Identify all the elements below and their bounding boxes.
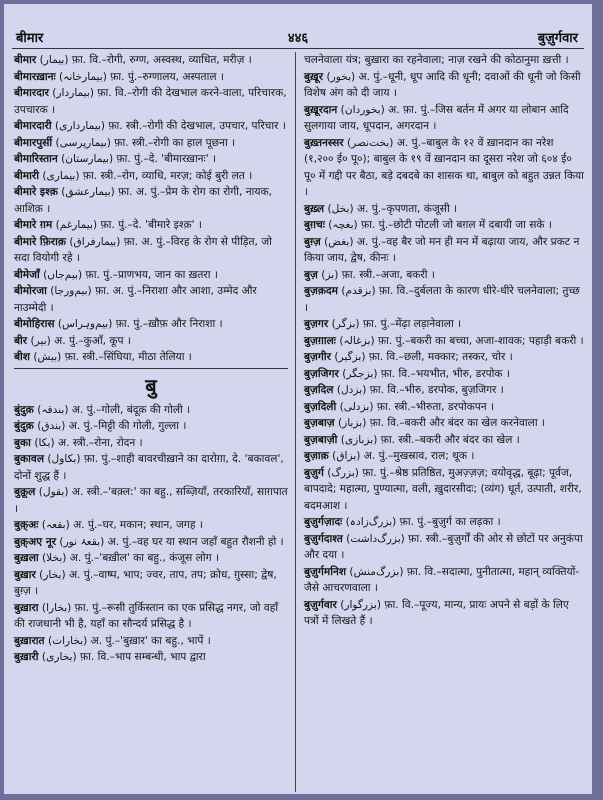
dictionary-entry	[14, 451, 288, 484]
entry-headword: बुज़ग़ालः	[304, 334, 336, 347]
page-number: ४४६	[287, 31, 309, 46]
entry-definition: फ़ा. स्त्री.–रोगी का हाल पूछना ।	[114, 136, 236, 149]
entry-headword: बीमारी	[14, 169, 39, 182]
dictionary-entry	[14, 550, 288, 567]
dictionary-entry	[14, 333, 288, 350]
entry-headword: बुज़बाज़ी	[304, 433, 338, 446]
entry-headword: बुज़गर	[304, 318, 329, 330]
dictionary-entry	[14, 168, 288, 185]
entry-headword: बीमेजाँ	[14, 268, 40, 281]
entry-headword: बुंदुक़	[14, 403, 34, 416]
entry-urdu-spelling: (بیماردار)	[52, 87, 94, 99]
entry-headword: बुक़्अः	[14, 519, 39, 531]
entry-headword: बुग़चः	[304, 219, 325, 231]
dictionary-entry	[14, 534, 288, 551]
entry-definition: फ़ा. स्त्री.–अजा, बकरी ।	[341, 268, 435, 281]
entry-headword: बीश	[14, 351, 30, 363]
entry-definition: अ. पुं.–घर, मकान; स्थान, जगह ।	[73, 519, 203, 531]
entry-urdu-spelling: (بقول)	[38, 486, 69, 498]
section-letter-heading: बु	[145, 373, 157, 398]
entry-headword: बुज़ुर्गमनिश	[304, 565, 347, 578]
dictionary-entry	[14, 402, 288, 419]
entry-urdu-spelling: (بزرگ)	[327, 466, 359, 479]
entry-headword: बीमारपुर्सी	[14, 136, 53, 149]
entry-headword: बुज़ुर्गदाश्त	[304, 532, 343, 545]
entry-definition: अ. पुं.–कुआँ, कूप ।	[54, 334, 131, 347]
entry-urdu-spelling: (بزرگ‌منش)	[349, 565, 404, 578]
entry-definition: फ़ा. स्त्री.–रोग, व्याधि, मरज़; कोई बुरी लत ।	[82, 169, 253, 182]
dictionary-entry	[304, 135, 584, 201]
dictionary-entry	[304, 267, 584, 284]
dictionary-entry	[304, 217, 584, 234]
entry-urdu-spelling: (بیش)	[33, 351, 62, 363]
entry-definition: अ. पुं.–गोली, बंदूक़ की गोली ।	[71, 403, 191, 416]
section-rule	[14, 368, 288, 369]
dictionary-entry	[304, 201, 584, 218]
entry-urdu-spelling: (بخوردان)	[340, 103, 385, 116]
entry-definition: फ़ा. स्त्री.–बुज़ुर्गों की ओर से छोटों पर अनुकंपा और दया ।	[304, 532, 583, 561]
entry-headword: बीमारे ग़म	[14, 219, 53, 231]
entry-urdu-spelling: (بخارات)	[47, 634, 88, 647]
entry-urdu-spelling: (بیمارپرسی)	[55, 136, 111, 149]
column-divider	[295, 52, 296, 792]
entry-urdu-spelling: (بزرگ‌داشت)	[346, 532, 405, 545]
entry-headword: बुख़ार	[14, 568, 36, 581]
left-column	[14, 52, 288, 666]
dictionary-entry	[14, 649, 288, 666]
entry-headword: बुख़्तनस्सर	[304, 136, 344, 149]
entry-definition: फ़ा. पुं.–बकरी का बच्चा, अजा-शावक; पहाड़ी बकरी ।	[377, 334, 584, 347]
entry-urdu-spelling: (بزباز)	[337, 417, 367, 429]
entry-urdu-spelling: (بیماری)	[42, 169, 80, 182]
dictionary-entry	[304, 415, 584, 432]
entry-urdu-spelling: (بیمارداری)	[55, 120, 105, 132]
dictionary-entry	[14, 234, 288, 267]
entry-definition: फ़ा. अ. पुं.–प्रेम के रोग का रोगी, नायक, आशिक़ ।	[14, 186, 273, 215]
entry-urdu-spelling: (بزجگر)	[342, 367, 378, 380]
entry-urdu-spelling: (بزرگ‌زادہ)	[345, 516, 397, 528]
entry-definition: फ़ा. स्त्री.–सिंघिया, मीठा तेलिया ।	[64, 351, 192, 363]
entry-definition: फ़ा. पुं.–दे. 'बीमारे इश्क़' ।	[100, 219, 202, 231]
entry-definition: फ़ा. वि.–रोगी, रुग्ण, अस्वस्थ, व्याधित, मरीज़ ।	[71, 54, 252, 66]
entry-definition: फ़ा. स्त्री.–भीरुता, डरपोकपन ।	[376, 400, 495, 413]
entry-headword: बुज़बाज़	[304, 417, 335, 429]
entry-urdu-spelling: (بیمارفراق)	[69, 235, 121, 248]
entry-definition: फ़ा. पुं.–प्राणभय, जान का ख़तरा ।	[85, 268, 218, 281]
entry-definition: अ. पुं.–वाष्प, भाप; ज्वर, ताप, तप; क्रोध, ग़ुस्सा; द्वेष, बुग़्ज़ ।	[14, 568, 277, 597]
dictionary-entry	[304, 399, 584, 416]
entry-definition: फ़ा. स्त्री.–रोगी की देखभाल, उपचार, परिचार ।	[108, 120, 286, 132]
entry-definition: फ़ा. वि.–बकरी और बंदर का खेल करनेवाला ।	[369, 417, 545, 429]
dictionary-entry	[14, 600, 288, 633]
entry-definition: अ. पुं.–'बख़ील' का बहु., कंजूस लोग ।	[69, 552, 219, 564]
entry-headword: बुज़दिली	[304, 400, 337, 413]
entry-urdu-spelling: (بقعہ)	[41, 519, 70, 531]
entry-headword: बुका	[14, 436, 31, 449]
dictionary-entry	[304, 564, 584, 597]
entry-definition: फ़ा. वि.–भयभीत, भीरु, डरपोक ।	[380, 367, 510, 380]
dictionary-entry	[14, 316, 288, 333]
entry-headword: बुख़ला	[14, 552, 39, 564]
entry-definition: फ़ा. वि.–भीरु, डरपोक, बुज़जिगर ।	[369, 384, 504, 396]
dictionary-entry	[304, 234, 584, 267]
dictionary-entry	[304, 382, 584, 399]
entry-headword: बुख़ारा	[14, 601, 39, 614]
entry-headword: बुंदुक़	[14, 420, 34, 432]
entry-headword: बीमोरजा	[14, 285, 47, 297]
entry-definition: अ. स्त्री.–'बक़्ल:' का बहु., सब्ज़ियाँ, तरकारियाँ, साग़पात ।	[14, 486, 288, 515]
entry-headword: बुकावल	[14, 453, 45, 465]
right-column	[304, 52, 584, 630]
entry-definition: अ. पुं.–मुखस्राव, राल; थूक ।	[363, 450, 475, 462]
entry-definition: फ़ा. वि.–दुर्बलता के कारण धीरे-धीरे चलनेवाला; तुच्छ ।	[304, 285, 580, 314]
entry-definition: फ़ा. अ. पुं.–निराशा और आशा, उम्मेद और नाउम्मेदी ।	[14, 285, 257, 314]
dictionary-entry	[304, 52, 584, 69]
entry-urdu-spelling: (بیمارعشق)	[61, 186, 115, 198]
dictionary-entry	[304, 102, 584, 135]
entry-definition: चलनेवाला यंत्र; बुख़ारा का रहनेवाला; नाज़ रखने की कोठानुमा ख़त्ती ।	[304, 54, 569, 66]
entry-urdu-spelling: (بکاول)	[47, 453, 81, 465]
entry-urdu-spelling: (بزدل)	[336, 384, 367, 396]
dictionary-entry	[14, 283, 288, 316]
entry-urdu-spelling: (بزغالہ)	[339, 334, 375, 347]
entry-definition: अ. पुं.–बाबुल के १२ वें ख़ानदान का नरेश (१,२०० ई० पू०); बाबुल के १९ वें ख़ानदान का दूसरा नरेश जो ६०४ ई० पू० में गद्दी पर बैठा, बड़े दबदबे का शासक था, बाबुल को बहुत उन्नत किया ।	[304, 136, 584, 198]
entry-urdu-spelling: (بیم‌جاں)	[43, 268, 83, 281]
dictionary-entry	[304, 448, 584, 465]
dictionary-entry	[14, 85, 288, 118]
entry-urdu-spelling: (بخور)	[326, 70, 356, 83]
entry-definition: फ़ा. पुं.–बुज़ुर्ग का लड़का ।	[399, 516, 501, 528]
dictionary-entry	[14, 349, 288, 366]
entry-urdu-spelling: (بغچہ)	[328, 219, 358, 231]
entry-definition: अ. पुं.–वह घर या स्थान जहाँ बहुत रौशनी हो ।	[107, 535, 284, 548]
entry-definition: फ़ा. अ. पुं.–विरह के रोग से पीड़ित, जो सदा वियोगी रहे ।	[14, 235, 272, 264]
entry-definition: फ़ा. पुं.–शाही बावरचीख़ाने का दारोग़ा, दे. 'बकावल', दोनों शुद्ध हैं ।	[14, 453, 284, 482]
entry-urdu-spelling: (بخاری)	[41, 651, 77, 663]
entry-urdu-spelling: (بکا)	[34, 436, 55, 449]
dictionary-entry	[14, 151, 288, 168]
dictionary-page	[4, 4, 592, 794]
entry-urdu-spelling: (بزگر)	[331, 318, 360, 330]
entry-definition: फ़ा. पुं.–श्रेष्ठ प्रतिष्ठित, मुअज़्ज़ज़; वयोवृद्ध, बूढ़ा; पूर्वज, बापदादे; महात्मा, पुण्यात्मा, वली, ख़ुदारसीदः; (व्यंग) धूर्त, उत्पाती, शरीर, बदमआश ।	[304, 466, 582, 512]
dictionary-entry	[14, 435, 288, 452]
dictionary-entry	[14, 52, 288, 69]
dictionary-entry	[304, 333, 584, 350]
dictionary-entry	[304, 69, 584, 102]
entry-headword: बीमारिस्तान	[14, 153, 58, 165]
entry-headword: बुक़्अए नूर	[14, 535, 57, 548]
entry-definition: अ. पुं.–कृपणता, कंजूसी ।	[356, 202, 458, 215]
entry-headword: बुज़ुर्गज़ादः	[304, 516, 343, 528]
dictionary-entry	[304, 316, 584, 333]
page-header	[4, 4, 592, 46]
entry-urdu-spelling: (بخار)	[39, 568, 66, 581]
dictionary-entry	[14, 484, 288, 517]
entry-definition: फ़ा. पुं.–छोटी पोटली जो बग़ल में दबायी जा सके ।	[361, 219, 552, 231]
entry-urdu-spelling: (بغض)	[324, 235, 354, 248]
entry-definition: फ़ा. वि.–सदात्मा, पुनीतात्मा, महान् व्यक्तियों-जैसे आचरणवाला ।	[304, 565, 580, 594]
entry-definition: अ. पुं.–धूनी, धूप आदि की धूनी; दवाओं की धूनी जो किसी विशेष अंग को दी जाय ।	[304, 70, 581, 99]
dictionary-entry	[14, 267, 288, 284]
entry-headword: बुक़ूल	[14, 486, 36, 498]
dictionary-entry	[304, 283, 584, 316]
dictionary-entry	[304, 597, 584, 630]
dictionary-entry	[14, 118, 288, 135]
entry-headword: बीमारख़ानः	[14, 70, 56, 83]
entry-urdu-spelling: (بز)	[321, 268, 339, 281]
entry-headword: बीमारदार	[14, 87, 49, 99]
dictionary-entry	[304, 531, 584, 564]
dictionary-entry	[14, 418, 288, 435]
entry-definition: अ. स्त्री.–रोना, रोदन ।	[58, 436, 143, 449]
entry-definition: अ. पुं.–वह बैर जो मन ही मन में बढ़ाया जाय, और प्रकट न किया जाय, द्वेष, कीनः ।	[304, 235, 580, 264]
entry-urdu-spelling: (بخلا)	[42, 552, 67, 564]
dictionary-entry	[304, 514, 584, 531]
entry-urdu-spelling: (بزدلی)	[339, 400, 374, 413]
entry-headword: बुज़दिल	[304, 384, 334, 396]
entry-definition: अ. पुं.–'बुख़ार' का बहु., भापें ।	[90, 634, 211, 647]
entry-headword: बुग़्ज़	[304, 235, 321, 248]
entry-definition: फ़ा. स्त्री.–बकरी और बंदर का खेल ।	[380, 433, 520, 446]
entry-urdu-spelling: (بخت‌نصر)	[346, 136, 394, 149]
dictionary-entry	[304, 465, 584, 515]
entry-headword: बुख़्ल	[304, 202, 325, 215]
entry-urdu-spelling: (بیم‌ورجا)	[50, 285, 92, 297]
entry-headword: बुज़ुर्गवार	[304, 598, 337, 611]
dictionary-entry	[14, 517, 288, 534]
entry-headword: बीमारदारी	[14, 120, 52, 132]
entry-definition: फ़ा. वि.–पूज्य, मान्य, प्रायः अपने से बड़ों के लिए पत्रों में लिखते हैं ।	[304, 598, 569, 627]
entry-headword: बीमोहिरास	[14, 318, 55, 330]
entry-urdu-spelling: (بزاق)	[332, 450, 361, 462]
entry-urdu-spelling: (بیمارخانہ)	[59, 70, 107, 83]
entry-urdu-spelling: (بخارا)	[41, 601, 72, 614]
entry-definition: फ़ा. पुं.–दे. 'बीमारख़ानः' ।	[116, 153, 216, 165]
dictionary-entry	[14, 184, 288, 217]
entry-headword: बीमारे फ़िराक़	[14, 235, 67, 248]
entry-definition: अ. पुं.–मिट्टी की गोली, गुल्ला ।	[68, 420, 187, 432]
dictionary-entry	[14, 633, 288, 650]
entry-urdu-spelling: (بزبازی)	[340, 433, 378, 446]
entry-urdu-spelling: (بخل)	[327, 202, 354, 215]
dictionary-entry	[14, 135, 288, 152]
entry-headword: बीमार	[14, 54, 37, 66]
entry-headword: बीर	[14, 334, 28, 347]
entry-definition: फ़ा. वि.–भाप सम्बन्धी, भाप द्वारा	[80, 651, 206, 663]
dictionary-entry	[14, 217, 288, 234]
dictionary-entry	[304, 366, 584, 383]
dictionary-entry	[14, 69, 288, 86]
entry-definition: फ़ा. वि.–छली, मक्कार; तस्कर, चोर ।	[368, 351, 513, 363]
entry-urdu-spelling: (بزگیر)	[334, 351, 366, 363]
entry-urdu-spelling: (بزقدم)	[341, 285, 376, 297]
dictionary-entry	[14, 567, 288, 600]
entry-definition: फ़ा. पुं.–रूसी तुर्किस्तान का एक प्रसिद्ध नगर, जो वहाँ की राजधानी भी है, यहाँ का सौन्दर्य प्रसिद्ध है ।	[14, 601, 279, 630]
dictionary-entry	[304, 432, 584, 449]
header-rule	[12, 48, 584, 49]
entry-urdu-spelling: (بندق)	[37, 420, 66, 432]
entry-definition: फ़ा. वि.–रोगी की देखभाल करने-वाला, परिचारक, उपचारक ।	[14, 87, 287, 116]
entry-urdu-spelling: (بیمارستان)	[61, 153, 114, 165]
dictionary-entry	[304, 349, 584, 366]
entry-headword: बुख़ारात	[14, 634, 45, 647]
entry-headword: बुज़	[304, 268, 318, 281]
entry-definition: फ़ा. पुं.–ख़ौफ़ और निराशा ।	[115, 318, 223, 330]
entry-urdu-spelling: (بقعۂ نور)	[59, 535, 105, 548]
entry-definition: फ़ा. पुं.–मेंढ़ा लड़ानेवाला ।	[362, 318, 462, 330]
header-left-guideword: बीमार	[16, 31, 44, 46]
entry-urdu-spelling: (بیم‌وہراس)	[57, 318, 113, 330]
entry-headword: बुख़ूरदान	[304, 103, 338, 116]
entry-definition: फ़ा. पुं.–रुग्णालय, अस्पताल ।	[110, 70, 224, 83]
entry-headword: बुख़ूर	[304, 70, 324, 83]
entry-headword: बुज़जिगर	[304, 367, 339, 380]
entry-urdu-spelling: (بزرگوار)	[340, 598, 381, 611]
entry-headword: बुज़गीर	[304, 351, 331, 363]
entry-urdu-spelling: (بندقہ)	[37, 403, 69, 416]
entry-headword: बुज़क़दम	[304, 285, 339, 297]
entry-urdu-spelling: (بیمار)	[39, 54, 69, 66]
entry-headword: बुज़ाक़	[304, 450, 329, 462]
entry-headword: बीमारे इश्क़	[14, 186, 58, 198]
header-right-guideword: बुज़ुर्गवार	[537, 31, 578, 46]
entry-headword: बुख़ारी	[14, 651, 39, 663]
entry-definition: अ. फ़ा. पुं.–जिस बर्तन में अगर या लोबान आदि सुलगाया जाय, धूपदान, अगरदान ।	[304, 103, 569, 132]
entry-headword: बुज़ुर्ग	[304, 466, 324, 479]
entry-urdu-spelling: (بیمارغم)	[55, 219, 98, 231]
entry-urdu-spelling: (بیر)	[30, 334, 51, 347]
